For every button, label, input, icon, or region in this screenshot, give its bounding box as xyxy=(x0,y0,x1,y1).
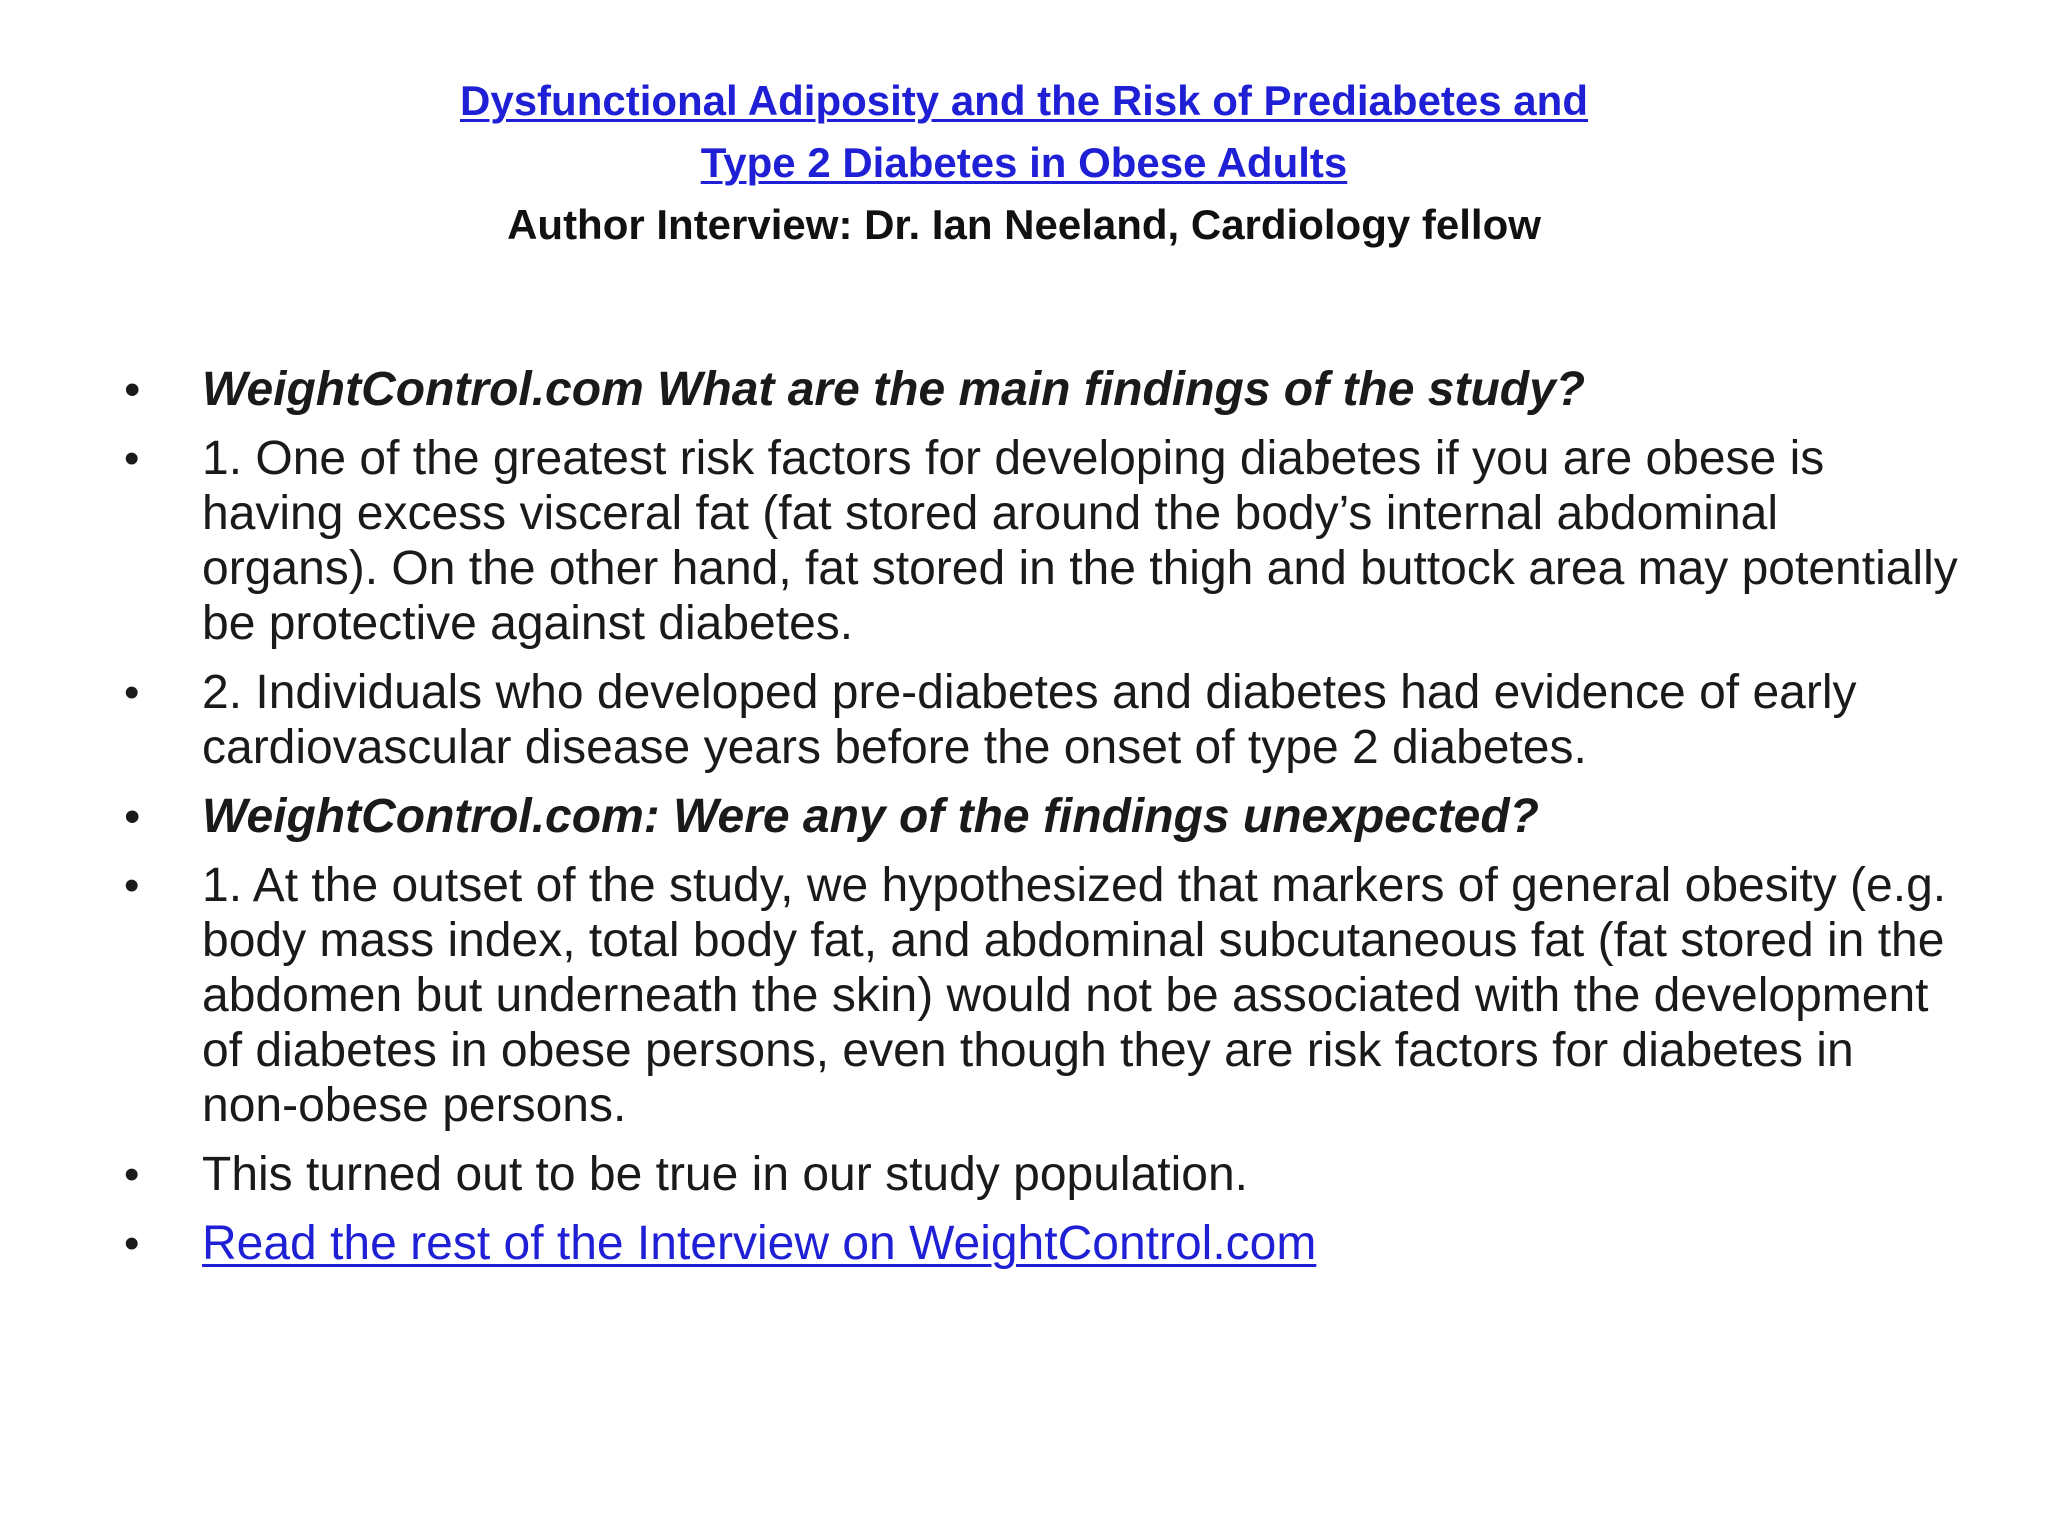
article-title-link-line-2[interactable]: Type 2 Diabetes in Obese Adults xyxy=(700,139,1348,186)
bullet-answer-3 xyxy=(118,858,1958,1133)
bullet-text: WeightControl.com What are the main findings of the study? xyxy=(202,363,1586,416)
bullet-text: 1. At the outset of the study, we hypothesized that markers of general obesity (e.g. body mass index, total body fat, and abdominal subcutaneous fat (fat stored in the abdomen but underneath the skin) would not be associated with the development of diabetes in obese persons, even though they are risk factors for diabetes in non-obese persons. xyxy=(202,859,1947,1132)
read-rest-of-interview-link[interactable]: Read the rest of the Interview on WeightControl.com xyxy=(202,1217,1317,1270)
article-title-link-line-1[interactable]: Dysfunctional Adiposity and the Risk of Prediabetes and xyxy=(460,77,1588,124)
bullet-dot-icon: • xyxy=(124,434,140,483)
bullet-read-more xyxy=(118,1216,1958,1271)
bullet-dot-icon: • xyxy=(124,668,140,717)
bullet-dot-icon: • xyxy=(124,365,140,414)
bullet-list xyxy=(118,362,1958,1285)
author-interview-heading: Author Interview: Dr. Ian Neeland, Cardiology fellow xyxy=(507,201,1541,248)
bullet-dot-icon: • xyxy=(124,1150,140,1199)
bullet-dot-icon: • xyxy=(124,861,140,910)
bullet-text: 2. Individuals who developed pre-diabetes and diabetes had evidence of early cardiovascular disease years before the onset of type 2 diabetes. xyxy=(202,666,1857,774)
title-block xyxy=(0,70,2048,256)
bullet-dot-icon: • xyxy=(124,792,140,841)
bullet-question-unexpected xyxy=(118,789,1958,844)
bullet-answer-1 xyxy=(118,431,1958,651)
bullet-text: WeightControl.com: Were any of the findings unexpected? xyxy=(202,790,1539,843)
bullet-question-main-findings xyxy=(118,362,1958,417)
bullet-answer-2 xyxy=(118,665,1958,775)
bullet-text: 1. One of the greatest risk factors for developing diabetes if you are obese is having excess visceral fat (fat stored around the body’s internal abdominal organs). On the other hand, fat stored in the thigh and buttock area may potentially be protective against diabetes. xyxy=(202,432,1958,650)
bullet-conclusion xyxy=(118,1147,1958,1202)
bullet-dot-icon: • xyxy=(124,1219,140,1268)
bullet-text: This turned out to be true in our study population. xyxy=(202,1148,1248,1201)
